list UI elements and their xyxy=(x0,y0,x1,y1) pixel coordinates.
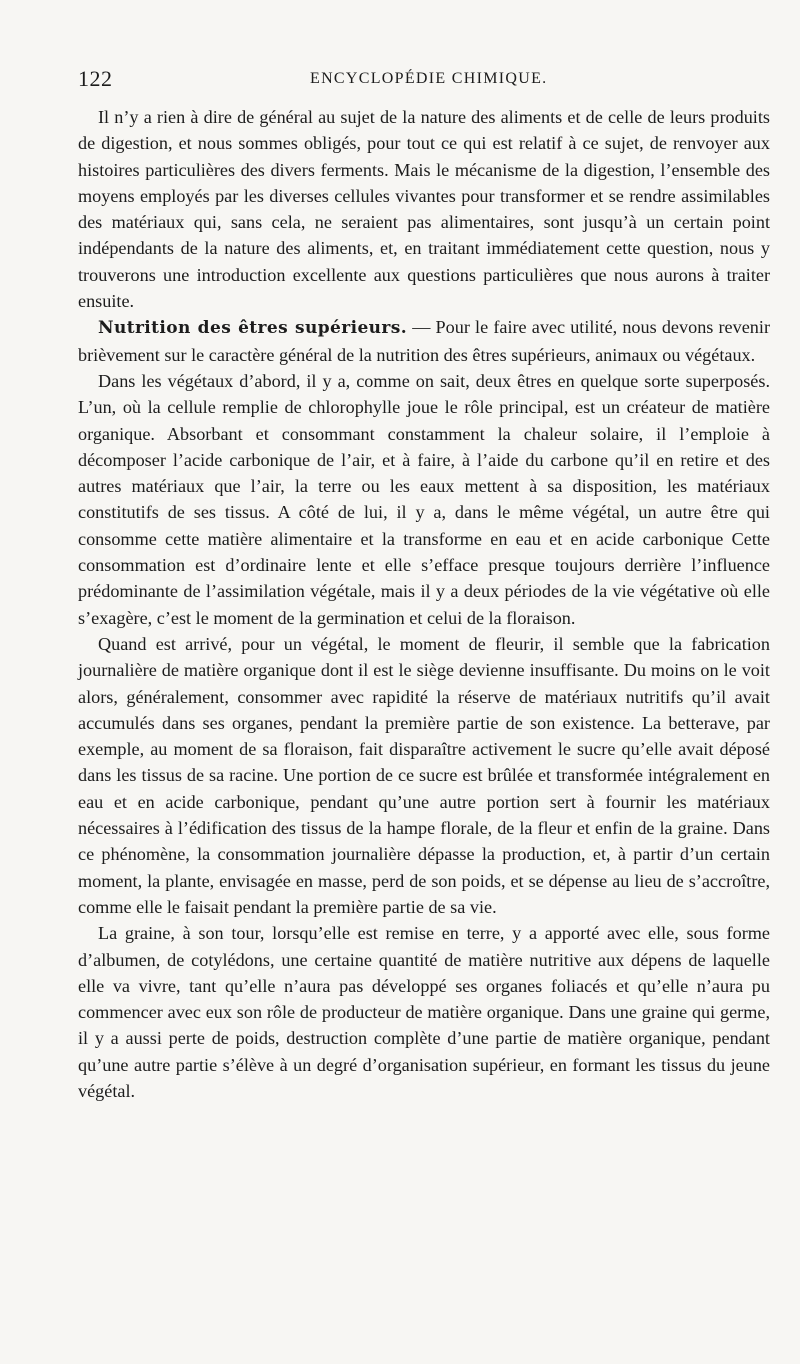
paragraph-text: Quand est arrivé, pour un végétal, le moment de fleurir, il semble que la fabrication journalière de matière organique dont il est le siège devienne insuffisante. Du moins on le voit alors, généralement, consommer avec rapidité la réserve de matériaux nutritifs qu’il avait accumulés dans ses organes, pendant la première partie de son existence. La betterave, par exemple, au moment de sa floraison, fait disparaître activement le sucre qu’elle avait déposé dans les tissus de sa racine. Une portion de ce sucre est brûlée et transformée intégralement en eau et en acide carbonique, pendant qu’une autre portion sert à fournir les matériaux nécessaires à l’édification des tissus de la hampe florale, de la fleur et enfin de la graine. Dans ce phénomène, la consommation journalière dépasse la production, et, à partir d’un certain moment, la plante, envisagée en masse, perd de son poids, et se dépense au lieu de s’accroître, comme elle le faisait pendant la première partie de sa vie. xyxy=(78,633,770,917)
paragraph xyxy=(78,104,770,314)
body-text xyxy=(78,104,770,1104)
paragraph-text: La graine, à son tour, lorsqu’elle est remise en terre, y a apporté avec elle, sous forme d’albumen, de cotylédons, une certaine quantité de matière nutritive aux dépens de laquelle elle va vivre, tant qu’elle n’aura pas développé ses organes foliacés et qu’elle n’aura pu commencer avec eux son rôle de producteur de matière organique. Dans une graine qui germe, il y a aussi perte de poids, destruction complète d’une partie de matière organique, pendant qu’une autre partie s’élève à un degré d’organisation supérieur, en formant les tissus du jeune végétal. xyxy=(78,923,770,1101)
running-title: ENCYCLOPÉDIE CHIMIQUE. xyxy=(310,70,548,87)
page-number: 122 xyxy=(78,66,113,91)
section-title: Nutrition des êtres supérieurs. xyxy=(98,318,408,339)
paragraph xyxy=(78,920,770,1104)
paragraph-text: — Pour le faire avec utilité, nous devons revenir brièvement sur le caractère général de la nutrition des êtres supérieurs, animaux ou végétaux. xyxy=(78,317,770,365)
paragraph-text: Il n’y a rien à dire de général au sujet de la nature des aliments et de celle de leurs produits de digestion, et nous sommes obligés, pour tout ce qui est relatif à ce sujet, de renvoyer aux histoires particulières des divers ferments. Mais le mécanisme de la digestion, l’ensemble des moyens employés par les diverses cellules vivantes pour transformer et se rendre assimilables des matériaux qui, sans cela, ne seraient pas alimentaires, sont jusqu’à un certain point indépendants de la nature des aliments, et, en traitant immédiatement cette question, nous y trouverons une introduction excellente aux questions particulières que nous aurons à traiter ensuite. xyxy=(78,107,770,312)
paragraph xyxy=(78,314,770,368)
paragraph xyxy=(78,368,770,631)
paragraph-text: Dans les végétaux d’abord, il y a, comme on sait, deux êtres en quelque sorte superposés. L’un, où la cellule remplie de chlorophylle joue le rôle principal, est un créateur de matière organique. Absorbant et consommant constamment la chaleur solaire, il l’emploie à décomposer l’acide carbonique de l’air, et à faire, à l’aide du carbone qu’il en retire et des autres matériaux que l’air, la terre ou les eaux mettent à sa disposition, les matériaux constitutifs de ses tissus. A côté de lui, il y a, dans le même végétal, un autre être qui consomme cette matière alimentaire et la transforme en eau et en acide carbonique Cette consommation est d’ordinaire lente et elle s’efface presque toujours derrière l’influence prédominante de l’assimilation végétale, mais il y a deux périodes de la vie végétative où elle s’exagère, c’est le moment de la germination et celui de la floraison. xyxy=(78,370,770,628)
paragraph xyxy=(78,631,770,920)
running-head xyxy=(78,66,768,96)
